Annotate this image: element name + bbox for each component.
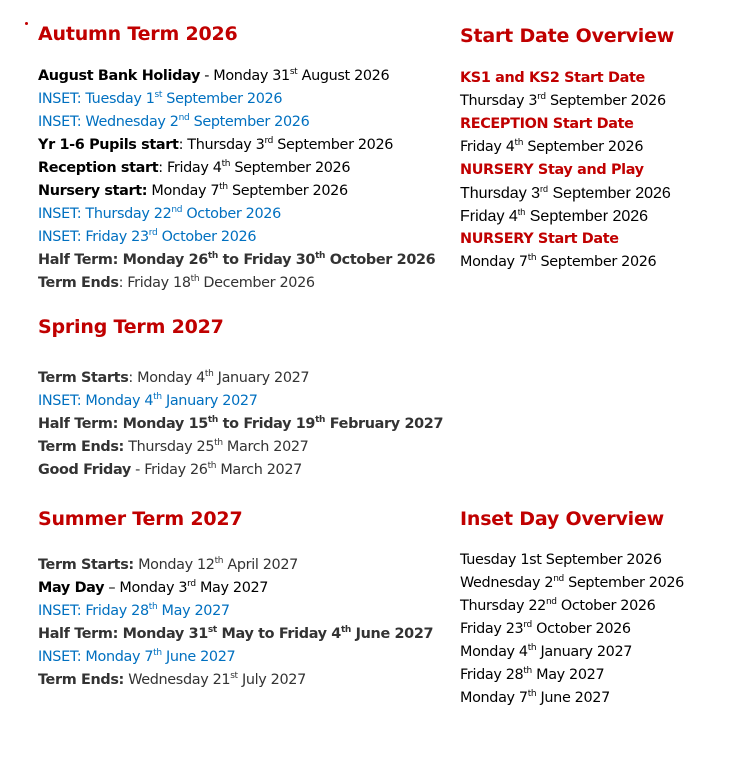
- term-date-row: [38, 180, 435, 203]
- half-term-month: June 2027: [350, 626, 434, 642]
- inset-day-overview-heading: Inset Day Overview: [460, 508, 665, 530]
- date-text: Friday 23: [460, 621, 524, 637]
- separator: :: [128, 370, 138, 386]
- inset-overview-row: [460, 641, 684, 664]
- ordinal-suffix: nd: [171, 205, 183, 215]
- date-text: Thursday 3: [460, 93, 538, 109]
- date-text: INSET: Thursday 22: [38, 206, 172, 222]
- ordinal-suffix: th: [207, 415, 218, 425]
- date-label: May Day: [38, 580, 105, 596]
- date-text-rest: August 2026: [297, 68, 390, 84]
- date-text-rest: October 2026: [531, 621, 631, 637]
- ordinal-suffix: th: [214, 556, 224, 566]
- date-label: Yr 1-6 Pupils start: [38, 137, 179, 153]
- date-text: INSET: Friday 23: [38, 229, 149, 245]
- date-text: Friday 26: [144, 462, 208, 478]
- half-term-end: to Friday 30: [217, 252, 316, 268]
- date-text-rest: October 2026: [556, 598, 656, 614]
- half-term-row: [38, 623, 433, 646]
- summer-term-list: [38, 554, 433, 692]
- separator: -: [199, 68, 214, 84]
- date-text-rest: March 2027: [216, 462, 302, 478]
- bullet-dot: [25, 22, 28, 25]
- ordinal-suffix: rd: [148, 228, 158, 238]
- inset-day-row: [38, 88, 435, 111]
- date-text: Monday 7: [460, 254, 528, 270]
- ordinal-suffix: th: [514, 138, 524, 148]
- date-text: Monday 7: [151, 183, 220, 199]
- date-text-rest: January 2027: [536, 644, 633, 660]
- date-text: INSET: Friday 28: [38, 603, 149, 619]
- autumn-term-list: [38, 65, 435, 295]
- start-date-row: [460, 136, 671, 159]
- date-text-rest: October 2026: [157, 229, 257, 245]
- inset-overview-row: [460, 572, 684, 595]
- date-text: Wednesday 2: [460, 575, 554, 591]
- half-term-end: May to Friday 4: [216, 626, 341, 642]
- date-text-rest: June 2027: [536, 690, 610, 706]
- term-date-row: [38, 65, 435, 88]
- ordinal-suffix: rd: [264, 136, 274, 146]
- ordinal-suffix: th: [315, 251, 326, 261]
- date-text-rest: September 2026: [230, 160, 351, 176]
- date-text: INSET: Wednesday 2: [38, 114, 179, 130]
- ordinal-suffix: th: [148, 602, 158, 612]
- date-text: Monday 12: [138, 557, 215, 573]
- date-text-rest: September 2026: [273, 137, 394, 153]
- ordinal-suffix: th: [204, 369, 214, 379]
- date-text: Thursday 22: [460, 598, 546, 614]
- ordinal-suffix: st: [230, 671, 238, 681]
- date-label: Term Starts:: [38, 557, 134, 573]
- half-term-month: October 2026: [325, 252, 436, 268]
- term-date-row: [38, 272, 435, 295]
- ordinal-suffix: st: [154, 90, 163, 100]
- date-text: Thursday 3: [187, 137, 265, 153]
- date-text: INSET: Monday 4: [38, 393, 154, 409]
- inset-overview-row: [460, 618, 684, 641]
- inset-day-overview-list: [460, 549, 684, 710]
- term-date-row: [38, 436, 443, 459]
- date-text: Tuesday 1st September 2026: [460, 552, 662, 568]
- date-text-rest: September 2026: [545, 93, 666, 109]
- date-text-rest: September 2026: [227, 183, 348, 199]
- date-text-rest: April 2027: [223, 557, 298, 573]
- term-date-row: [38, 669, 433, 692]
- date-text-rest: September 2026: [523, 139, 644, 155]
- inset-overview-row: [460, 595, 684, 618]
- ordinal-suffix: th: [527, 643, 537, 653]
- inset-day-row: [38, 646, 433, 669]
- date-text-rest: September 2026: [548, 185, 671, 202]
- summer-term-heading: Summer Term 2027: [38, 508, 243, 530]
- inset-day-row: [38, 111, 435, 134]
- term-date-row: [38, 577, 433, 600]
- date-text: Monday 4: [137, 370, 205, 386]
- date-text-rest: September 2026: [189, 114, 310, 130]
- date-text: Friday 4: [460, 208, 518, 225]
- term-date-row: [38, 554, 433, 577]
- inset-day-row: [38, 600, 433, 623]
- inset-overview-row: [460, 549, 684, 572]
- ordinal-suffix: th: [207, 461, 217, 471]
- half-term-start: Half Term: Monday 31: [38, 626, 208, 642]
- half-term-start: Half Term: Monday 26: [38, 252, 208, 268]
- ordinal-suffix: th: [153, 392, 162, 402]
- date-text: Friday 4: [460, 139, 515, 155]
- date-text: Monday 4: [460, 644, 528, 660]
- ordinal-suffix: rd: [537, 92, 546, 102]
- date-text-rest: July 2027: [237, 672, 306, 688]
- half-term-end: to Friday 19: [217, 416, 316, 432]
- start-date-overview-heading: Start Date Overview: [460, 25, 675, 47]
- spring-term-list: [38, 367, 443, 482]
- date-text-rest: May 2027: [195, 580, 269, 596]
- ordinal-suffix: th: [219, 182, 228, 192]
- term-date-row: [38, 367, 443, 390]
- date-text: Monday 7: [460, 690, 528, 706]
- date-text-rest: May 2027: [157, 603, 230, 619]
- ordinal-suffix: th: [207, 251, 218, 261]
- start-group-heading: RECEPTION Start Date: [460, 116, 634, 132]
- date-label: Term Ends:: [38, 439, 124, 455]
- date-text: Monday 3: [119, 580, 188, 596]
- term-date-row: [38, 157, 435, 180]
- ordinal-suffix: th: [221, 159, 231, 169]
- start-date-row: [460, 182, 671, 205]
- half-term-start: Half Term: Monday 15: [38, 416, 208, 432]
- date-label: Nursery start:: [38, 183, 148, 199]
- inset-day-row: [38, 226, 435, 249]
- date-text-rest: September 2026: [563, 575, 684, 591]
- date-text: Friday 4: [167, 160, 222, 176]
- inset-day-row: [38, 390, 443, 413]
- ordinal-suffix: th: [523, 666, 532, 676]
- ordinal-suffix: rd: [523, 620, 532, 630]
- ordinal-suffix: th: [340, 625, 351, 635]
- date-text: Friday 18: [127, 275, 191, 291]
- date-text: Wednesday 21: [128, 672, 231, 688]
- date-label: Reception start: [38, 160, 159, 176]
- ordinal-suffix: th: [517, 207, 526, 217]
- half-term-month: February 2027: [325, 416, 444, 432]
- ordinal-suffix: nd: [178, 113, 190, 123]
- date-label: Term Ends:: [38, 672, 124, 688]
- ordinal-suffix: th: [527, 689, 537, 699]
- date-text: INSET: Monday 7: [38, 649, 154, 665]
- date-text: Thursday 25: [128, 439, 215, 455]
- date-label: August Bank Holiday: [38, 68, 200, 84]
- date-text-rest: September 2026: [525, 208, 649, 225]
- date-text-rest: May 2027: [531, 667, 605, 683]
- inset-overview-row: [460, 687, 684, 710]
- half-term-row: [38, 413, 443, 436]
- ordinal-suffix: th: [190, 274, 200, 284]
- ordinal-suffix: st: [207, 625, 217, 635]
- date-label: Good Friday: [38, 462, 131, 478]
- start-date-row: [460, 205, 671, 228]
- start-date-row: [460, 90, 671, 113]
- ordinal-suffix: th: [153, 648, 162, 658]
- date-text: Thursday 3: [460, 185, 541, 202]
- start-group-heading: KS1 and KS2 Start Date: [460, 70, 645, 86]
- date-text: Friday 28: [460, 667, 524, 683]
- separator: –: [104, 580, 120, 596]
- date-text-rest: June 2027: [161, 649, 236, 665]
- start-date-row: [460, 251, 671, 274]
- date-text-rest: September 2026: [536, 254, 657, 270]
- ordinal-suffix: th: [315, 415, 326, 425]
- date-text-rest: January 2027: [213, 370, 310, 386]
- separator: -: [130, 462, 145, 478]
- half-term-row: [38, 249, 435, 272]
- ordinal-suffix: rd: [187, 579, 196, 589]
- inset-overview-row: [460, 664, 684, 687]
- separator: :: [118, 275, 128, 291]
- inset-day-row: [38, 203, 435, 226]
- separator: :: [158, 160, 168, 176]
- separator: :: [178, 137, 188, 153]
- date-label: Term Starts: [38, 370, 129, 386]
- start-date-overview-list: [460, 67, 671, 274]
- ordinal-suffix: th: [214, 438, 223, 448]
- date-text-rest: September 2026: [162, 91, 283, 107]
- date-text-rest: January 2027: [161, 393, 258, 409]
- date-text-rest: March 2027: [222, 439, 309, 455]
- term-date-row: [38, 459, 443, 482]
- start-group-heading: NURSERY Stay and Play: [460, 162, 644, 178]
- date-text-rest: December 2026: [199, 275, 315, 291]
- date-text: INSET: Tuesday 1: [38, 91, 155, 107]
- spring-term-heading: Spring Term 2027: [38, 316, 224, 338]
- term-date-row: [38, 134, 435, 157]
- date-text-rest: October 2026: [182, 206, 281, 222]
- ordinal-suffix: th: [527, 253, 537, 263]
- autumn-term-heading: Autumn Term 2026: [38, 23, 238, 45]
- ordinal-suffix: nd: [553, 574, 564, 584]
- date-label: Term Ends: [38, 275, 119, 291]
- date-text: Monday 31: [213, 68, 290, 84]
- ordinal-suffix: st: [289, 67, 298, 77]
- ordinal-suffix: rd: [540, 184, 549, 194]
- ordinal-suffix: nd: [545, 597, 557, 607]
- start-group-heading: NURSERY Start Date: [460, 231, 619, 247]
